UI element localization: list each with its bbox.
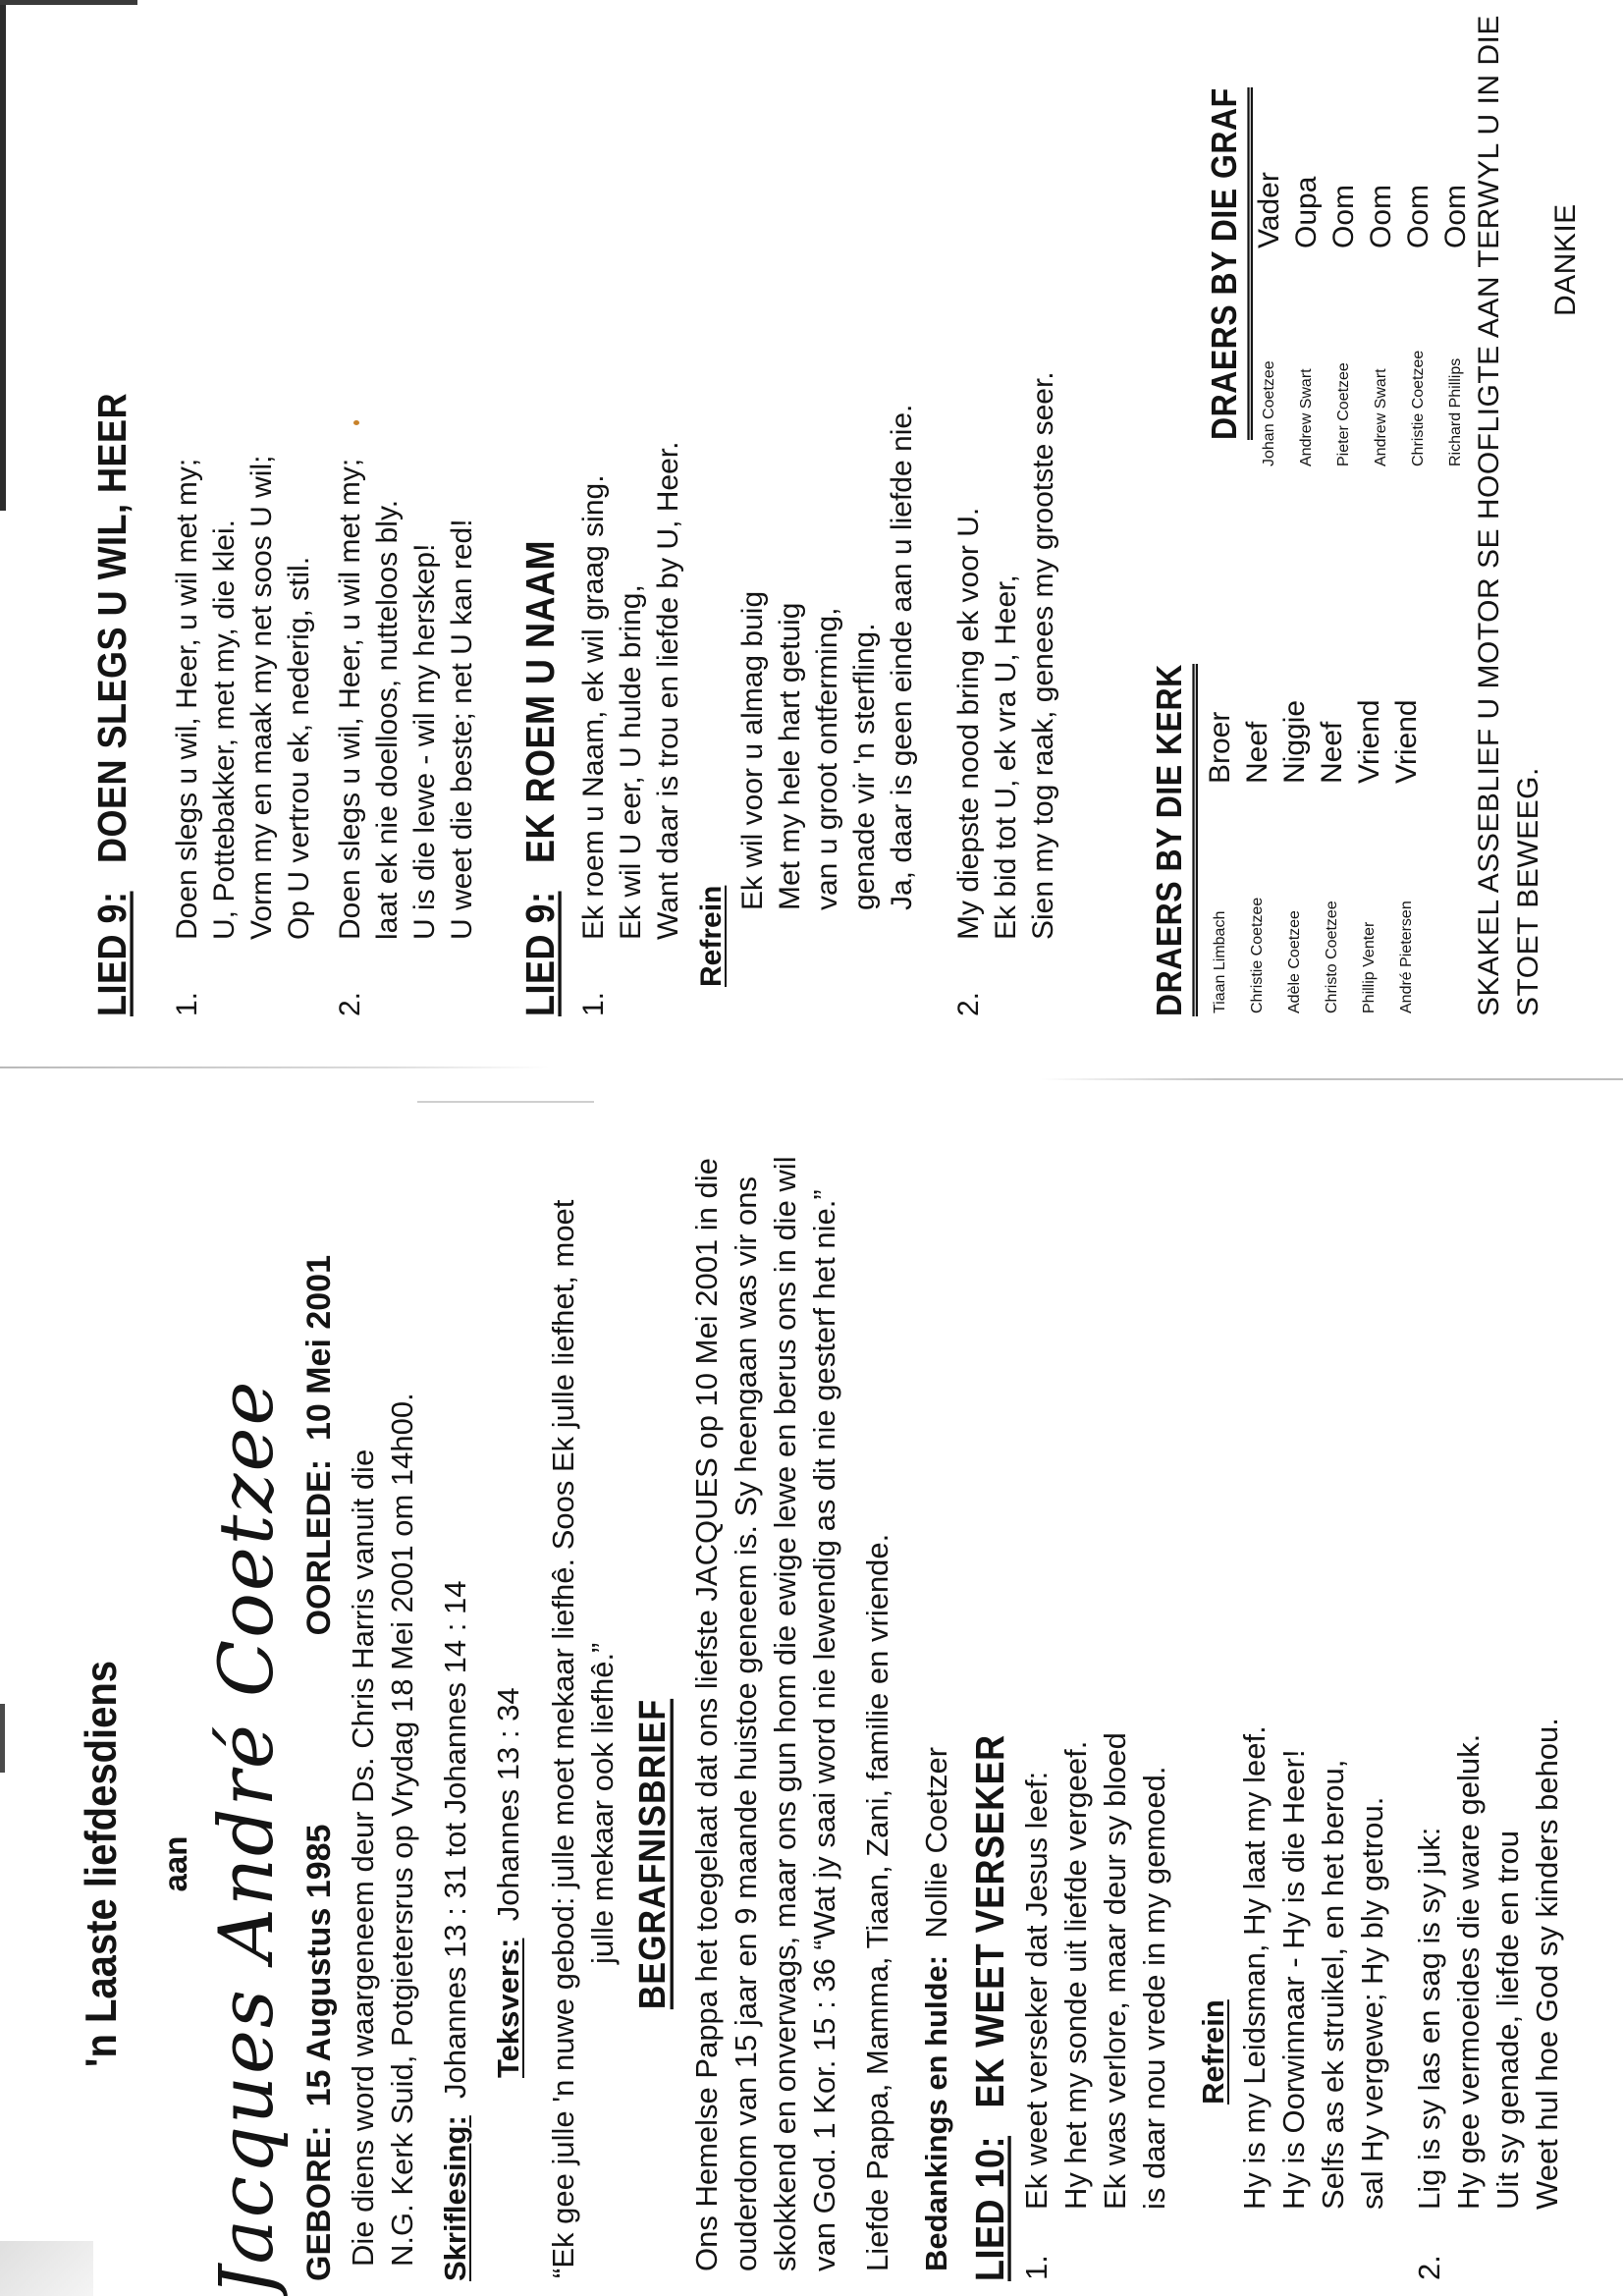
bearer-name: Christo Coetzee [1324, 901, 1340, 1013]
headlights-notice-line1: SKAKEL ASSEBLIEF U MOTOR SE HOOFLIGTE AAN TERWYL U IN DIE [1473, 15, 1505, 1016]
bearer-relation: Broer [1204, 711, 1236, 784]
bearer-relation: Vriend [1353, 699, 1385, 784]
scripture-value: Johannes 13 : 31 tot Johannes 14 : 14 [438, 1580, 472, 2099]
died-value: 10 Mei 2001 [300, 1255, 338, 1442]
refrain-line: Ek wil voor u almag buig [736, 590, 769, 910]
refrain-line: sal Hy vergewe; Hy bly getrou. [1355, 1796, 1389, 2210]
songs-page [0, 0, 1623, 1070]
main-page-region [0, 1070, 1623, 2296]
bearers-grave-table [1251, 34, 1475, 466]
bearer-relation: Oom [1327, 184, 1360, 248]
verse-line: My diepste nood bring ek voor U. [952, 507, 985, 940]
song10-verse1 [1017, 1732, 1174, 2280]
song10-heading-title: EK WEET VERSEKER [966, 1734, 1012, 2108]
born-value: 15 Augustus 1985 [300, 1824, 338, 2107]
thanks-row [919, 1747, 954, 2271]
song10-refrain-label: Refrein [1196, 1999, 1230, 2105]
songs-page-region [0, 0, 1623, 1070]
verse-line: Ek weet verseker dat Jesus leef: [1019, 1771, 1054, 2210]
verse-line: Weet hul hoe God sy kinders behou. [1530, 1718, 1564, 2210]
bearer-name: Johan Coetzee [1261, 360, 1277, 466]
bearer-row [1276, 542, 1314, 1013]
song10-heading [966, 1734, 1013, 2281]
born-group [300, 1825, 339, 2281]
verse-line: Doen slegs u wil, Heer, u wil met my; [171, 458, 203, 940]
thanks-label: Bedankings en hulde: [919, 1954, 953, 2271]
bearer-row [1437, 34, 1475, 466]
song1-heading [88, 392, 135, 1016]
bearer-name: André Pietersen [1398, 901, 1415, 1013]
service-line1: Die diens word waargeneem deur Ds. Chris Harris vanuit die [346, 1449, 380, 2267]
born-died-row [300, 1255, 339, 2281]
scripture-label: Skriflesing: [438, 2115, 472, 2281]
obituary-heading: BEGRAFNISBRIEF [631, 1698, 674, 2010]
deceased-name-row [192, 1379, 300, 2296]
song1-verse1 [169, 455, 318, 1016]
bearer-relation: Vader [1253, 172, 1285, 248]
song2-refrain-label: Refrein [695, 885, 728, 987]
verse-line: U, Pottebakker, met my, die klei. [208, 519, 241, 940]
bearer-relation: Oupa [1290, 176, 1323, 248]
deceased-name: Jacques André Coetzee [202, 1379, 290, 2296]
bearers-church-heading-text: DRAERS BY DIE KERK [1150, 664, 1198, 1016]
bearer-name: Tiaan Limbach [1212, 910, 1228, 1013]
song2-verse1 [575, 441, 687, 1016]
bearer-name: Andrew Swart [1373, 368, 1389, 466]
bearer-row [1251, 34, 1288, 466]
verse-line: Ek wil U eer, U hulde bring, [615, 584, 647, 940]
bearer-relation: Neef [1241, 721, 1273, 784]
born-label: GEBORE: [300, 2125, 338, 2281]
text-verse-label: Teksvers: [491, 1938, 525, 2078]
obituary-line: van God. 1 Kor. 15 : 36 “Wat jy saai word nie lewendig as dit nie gesterf het nie.” [807, 1189, 841, 2271]
verse-line: Doen slegs u wil, Heer, u wil met my; [334, 458, 366, 940]
bearer-name: Pieter Coetzee [1335, 362, 1352, 466]
bearer-name: Christie Coetzee [1410, 350, 1427, 466]
verse-line: Op U vertrou ek, nederig, stil. [283, 556, 315, 940]
verse-number: 1. [171, 991, 203, 1016]
bearer-relation: Oom [1439, 184, 1472, 248]
bearer-row [1239, 542, 1276, 1013]
bearer-name: Phillip Venter [1361, 921, 1378, 1013]
verse-line: Ek was verlore, maar deur sy bloed [1098, 1732, 1132, 2210]
obituary-line: ouderdom van 15 jaar en 9 maande huistoe geneem is. Sy heengaan was vir ons [729, 1176, 763, 2271]
verse-line: Lig is sy las en sag is sy juk: [1412, 1827, 1446, 2210]
song10-refrain [1235, 1725, 1392, 2210]
headlights-notice-line2: STOET BEWEEG. [1512, 767, 1544, 1016]
verse-line: U weet die beste; net U kan red! [446, 519, 478, 940]
verse-line: Sien my tog raak, genees my grootste seer. [1027, 371, 1059, 940]
verse-number: 2. [334, 991, 366, 1016]
obituary-heading-row [631, 1412, 675, 2296]
died-label: OORLEDE: [300, 1458, 338, 1636]
song1-verse2 [332, 458, 481, 1016]
refrain-line: Met my hele hart getuig [774, 602, 806, 910]
bearer-name: Andrew Swart [1298, 368, 1315, 466]
bearer-name: Adèle Coetzee [1286, 910, 1303, 1013]
bearers-church-heading [1149, 664, 1198, 1016]
song2-refrain [734, 405, 921, 910]
bearer-row [1325, 34, 1363, 466]
cover-title-row [77, 1432, 127, 2296]
cover-dedication-row [157, 1432, 194, 2296]
song10-verse2 [1410, 1718, 1567, 2280]
verse-number: 1. [577, 991, 610, 1016]
song10-heading-prefix: LIED 10: [966, 2135, 1012, 2281]
died-group [300, 1255, 339, 1635]
verse-line: is daar nou vrede in my gemoed. [1137, 1766, 1171, 2210]
verse-line: U is die lewe - wil my herskep! [408, 543, 441, 940]
song1-heading-prefix: LIED 9: [88, 891, 135, 1016]
service-line2: N.G. Kerk Suid, Potgietersrus op Vrydag 18 Mei 2001 om 14h00. [385, 1393, 419, 2267]
thank-you-text: DANKIE [1549, 203, 1582, 316]
thanks-value: Nollie Coetzer [919, 1746, 953, 1939]
scripture-row [438, 1581, 473, 2281]
song2-heading-prefix: LIED 9: [516, 891, 563, 1016]
refrain-line: Ja, daar is geen einde aan u liefde nie. [886, 404, 918, 910]
text-verse-value: Johannes 13 : 34 [491, 1687, 525, 1922]
refrain-line: Hy is my Leidsman, Hy laat my leef. [1237, 1725, 1271, 2210]
verse-line: Want daar is trou en liefde by U, Heer. [652, 441, 684, 940]
bearer-relation: Neef [1316, 721, 1348, 784]
verse-line: Uit sy genade, liefde en trou [1490, 1830, 1525, 2210]
obituary-paragraph [687, 1156, 844, 2271]
song2-heading-title: EK ROEM U NAAM [516, 539, 563, 863]
bearer-row [1314, 542, 1351, 1013]
bearer-relation: Oom [1365, 184, 1397, 248]
bearer-relation: Niggie [1278, 699, 1311, 784]
refrain-line: genade vir 'n sterfling. [848, 623, 881, 910]
quote-line2: julle mekaar ook liefhê.” [585, 1642, 620, 1964]
verse-line: Vorm my en maak my net soos U wil; [245, 455, 278, 940]
bearer-row [1288, 34, 1325, 466]
refrain-line: Selfs as ek struikel, en het berou, [1316, 1759, 1350, 2210]
farewell-line: Liefde Pappa, Mamma, Tiaan, Zani, familie en vriende. [860, 1533, 894, 2271]
bearer-relation: Oom [1402, 184, 1434, 248]
cover-dedication: aan [157, 1835, 193, 1892]
bearer-row [1388, 542, 1426, 1013]
bearer-row [1202, 542, 1239, 1013]
bearer-row [1351, 542, 1388, 1013]
bearers-grave-heading [1204, 87, 1253, 440]
refrain-line: Hy is Oorwinnaar - Hy is die Heer! [1276, 1749, 1311, 2210]
bearer-name: Richard Phillips [1447, 357, 1464, 466]
bearers-grave-heading-text: DRAERS BY DIE GRAF [1205, 87, 1253, 440]
cover-title: 'n Laaste liefdesdiens [77, 1660, 126, 2068]
song1-heading-title: DOEN SLEGS U WIL, HEER [88, 392, 135, 863]
verse-line: Ek bid tot U, ek vra U, Heer, [990, 574, 1022, 940]
verse-line: Ek roem u Naam, ek wil graag sing. [577, 474, 610, 940]
verse-number: 2. [952, 991, 985, 1016]
bearer-name: Christie Coetzee [1249, 897, 1266, 1013]
bearer-relation: Vriend [1390, 699, 1423, 784]
obituary-line: skokkend en onverwags, maar ons gun hom die ewige lewe en berus ons in die wil [768, 1156, 802, 2271]
song2-verse2 [950, 371, 1062, 1016]
bearers-church-table [1202, 542, 1426, 1013]
obituary-line: Ons Hemelse Pappa het toegelaat dat ons liefste JACQUES op 10 Mei 2001 in die [689, 1158, 724, 2271]
verse-line: Hy gee vermoeides die ware geluk. [1451, 1733, 1486, 2210]
verse-line: laat ek nie doelloos, nutteloos bly. [371, 499, 404, 940]
text-verse-row [491, 1687, 526, 2078]
verse-line: Hy het my sonde uit liefde vergeef. [1058, 1740, 1093, 2210]
main-page [0, 1070, 1623, 2296]
bearer-row [1363, 34, 1400, 466]
bearer-row [1400, 34, 1437, 466]
verse-number: 1. [1019, 2255, 1054, 2280]
song2-heading [516, 539, 564, 1016]
verse-number: 2. [1412, 2255, 1446, 2280]
refrain-line: van u groot ontferming, [811, 607, 843, 910]
quote-line1: “Ek gee julle 'n nuwe gebod: julle moet mekaar liefhê. Soos Ek julle liefhet, moet [546, 1199, 580, 2278]
